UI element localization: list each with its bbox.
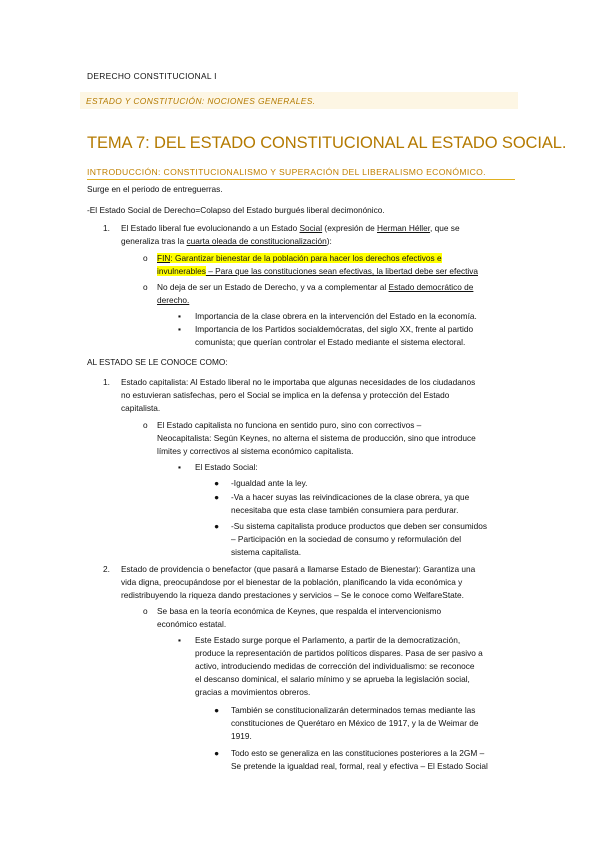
list-item: El Estado capitalista no funciona en sentido puro, sino con correctivos – <box>157 420 422 430</box>
text: invulnerables <box>157 266 206 276</box>
list-item-cont: 1919. <box>231 731 252 741</box>
text: (expresión de <box>322 223 378 233</box>
intro-heading: INTRODUCCIÓN: CONSTITUCIONALISMO Y SUPERACIÓN DEL LIBERALISMO ECONÓMICO. <box>87 167 486 177</box>
text: El Estado liberal fue evolucionando a un Estado <box>121 223 300 233</box>
intro-underline <box>87 179 515 180</box>
list-item: Importancia de la clase obrera en la intervención del Estado en la economía. <box>195 311 477 321</box>
list-item-cont: no estuvieran satisfechas, pero el Social se implica en la defensa y protección del Estado <box>121 390 450 400</box>
list-item-cont: límites y correctivos al sistema económico capitalista. <box>157 446 354 456</box>
bullet-square: ▪ <box>178 635 181 645</box>
bullet-dot: ● <box>214 521 220 531</box>
text: , que se <box>430 223 460 233</box>
running-header: DERECHO CONSTITUCIONAL I <box>87 71 217 81</box>
list-number: 2. <box>103 564 110 574</box>
bullet-circle: o <box>143 253 148 263</box>
text: generaliza tras la <box>121 236 187 246</box>
subheader-band <box>80 92 518 109</box>
list-item-cont: necesitaba que esta clase también consumiera para perdurar. <box>231 505 459 515</box>
list-item: El Estado Social: <box>195 462 258 472</box>
paragraph: -El Estado Social de Derecho=Colapso del Estado burgués liberal decimonónico. <box>87 205 385 215</box>
paragraph: Surge en el periodo de entreguerras. <box>87 184 223 194</box>
list-item: -Va a hacer suyas las reivindicaciones de la clase obrera, ya que <box>231 492 470 502</box>
list-item: Estado capitalista: Al Estado liberal no le importaba que algunas necesidades de los ciudadanos <box>121 377 476 387</box>
text: – Para que las constituciones sean efectivas, la libertad debe ser efectiva <box>205 266 479 276</box>
list-item <box>121 222 460 235</box>
bullet-circle: o <box>143 420 148 430</box>
bullet-square: ▪ <box>178 311 181 321</box>
bullet-square: ▪ <box>178 462 181 472</box>
list-number: 1. <box>103 377 110 387</box>
section-label: AL ESTADO SE LE CONOCE COMO: <box>87 357 228 367</box>
text: cuarta oleada de constitucionalización <box>186 236 327 246</box>
list-item: -Su sistema capitalista produce productos que deben ser consumidos <box>231 521 487 531</box>
text: FIN <box>157 253 171 263</box>
list-number: 1. <box>103 223 110 233</box>
highlighted-item-cont <box>157 265 478 278</box>
list-item-cont: activo, introduciendo medidas de corrección del individualismo: se reconoce <box>195 661 475 671</box>
bullet-square: ▪ <box>178 324 181 334</box>
bullet-circle: o <box>143 282 148 292</box>
list-item-cont: gracias a movimientos obreros. <box>195 687 311 697</box>
list-item: Este Estado surge porque el Parlamento, a partir de la democratización, <box>195 635 461 645</box>
list-item-cont <box>157 294 189 307</box>
text: derecho. <box>157 295 190 305</box>
list-item-cont: sistema capitalista. <box>231 547 302 557</box>
bullet-dot: ● <box>214 492 220 502</box>
text: No deja de ser un Estado de Derecho, y va a complementar al <box>157 282 389 292</box>
list-item: Importancia de los Partidos socialdemócratas, del siglo XX, frente al partido <box>195 324 474 334</box>
highlighted-item <box>157 252 442 265</box>
text: ): <box>326 236 332 246</box>
bullet-circle: o <box>143 606 148 616</box>
text: : Garantizar bienestar de la población para hacer los derechos efectivos e <box>170 253 442 263</box>
list-item: Se basa en la teoría económica de Keynes, que respalda el intervencionismo <box>157 606 442 616</box>
list-item-cont: el descanso dominical, el salario mínimo y se aprueba la legislación social, <box>195 674 470 684</box>
list-item <box>157 281 473 294</box>
list-item-cont: comunista; que querían controlar el Estado mediante el sistema electoral. <box>195 337 466 347</box>
list-item-cont: – Participación en la sociedad de consumo y reformulación del <box>231 534 462 544</box>
bullet-dot: ● <box>214 478 220 488</box>
list-item-cont: produce la representación de partidos políticos dispares. Pasa de ser pasivo a <box>195 648 483 658</box>
bullet-dot: ● <box>214 748 220 758</box>
bullet-dot: ● <box>214 705 220 715</box>
list-item: Estado de providencia o benefactor (que pasará a llamarse Estado de Bienestar): Garantiza una <box>121 564 476 574</box>
list-item: Todo esto se generaliza en las constituciones posteriores a la 2GM – <box>231 748 485 758</box>
list-item-cont: Neocapitalista: Según Keynes, no alterna el sistema de producción, sino que introduce <box>157 433 476 443</box>
page-title: TEMA 7: DEL ESTADO CONSTITUCIONAL AL ESTADO SOCIAL. <box>87 134 567 152</box>
list-item-cont: capitalista. <box>121 403 161 413</box>
list-item-cont: constituciones de Querétaro en México de 1917, y la de Weimar de <box>231 718 479 728</box>
list-item: -Igualdad ante la ley. <box>231 478 308 488</box>
list-item-cont: Se pretende la igualdad real, formal, real y efectiva – El Estado Social <box>231 761 488 771</box>
text: Social <box>299 223 323 233</box>
text: Herman Héller <box>377 223 431 233</box>
subheader: ESTADO Y CONSTITUCIÓN: NOCIONES GENERALES. <box>86 96 316 106</box>
list-item: También se constitucionalizarán determinados temas mediante las <box>231 705 476 715</box>
list-item-cont: redistribuyendo la riqueza dando prestaciones y servicios – Se le conoce como WelfareState. <box>121 590 464 600</box>
text: Estado democrático de <box>388 282 474 292</box>
list-item-cont: vida digna, preocupándose por el bienestar de la población, planificando la vida económica y <box>121 577 463 587</box>
list-item-cont: económico estatal. <box>157 619 227 629</box>
list-item-cont <box>121 235 332 248</box>
